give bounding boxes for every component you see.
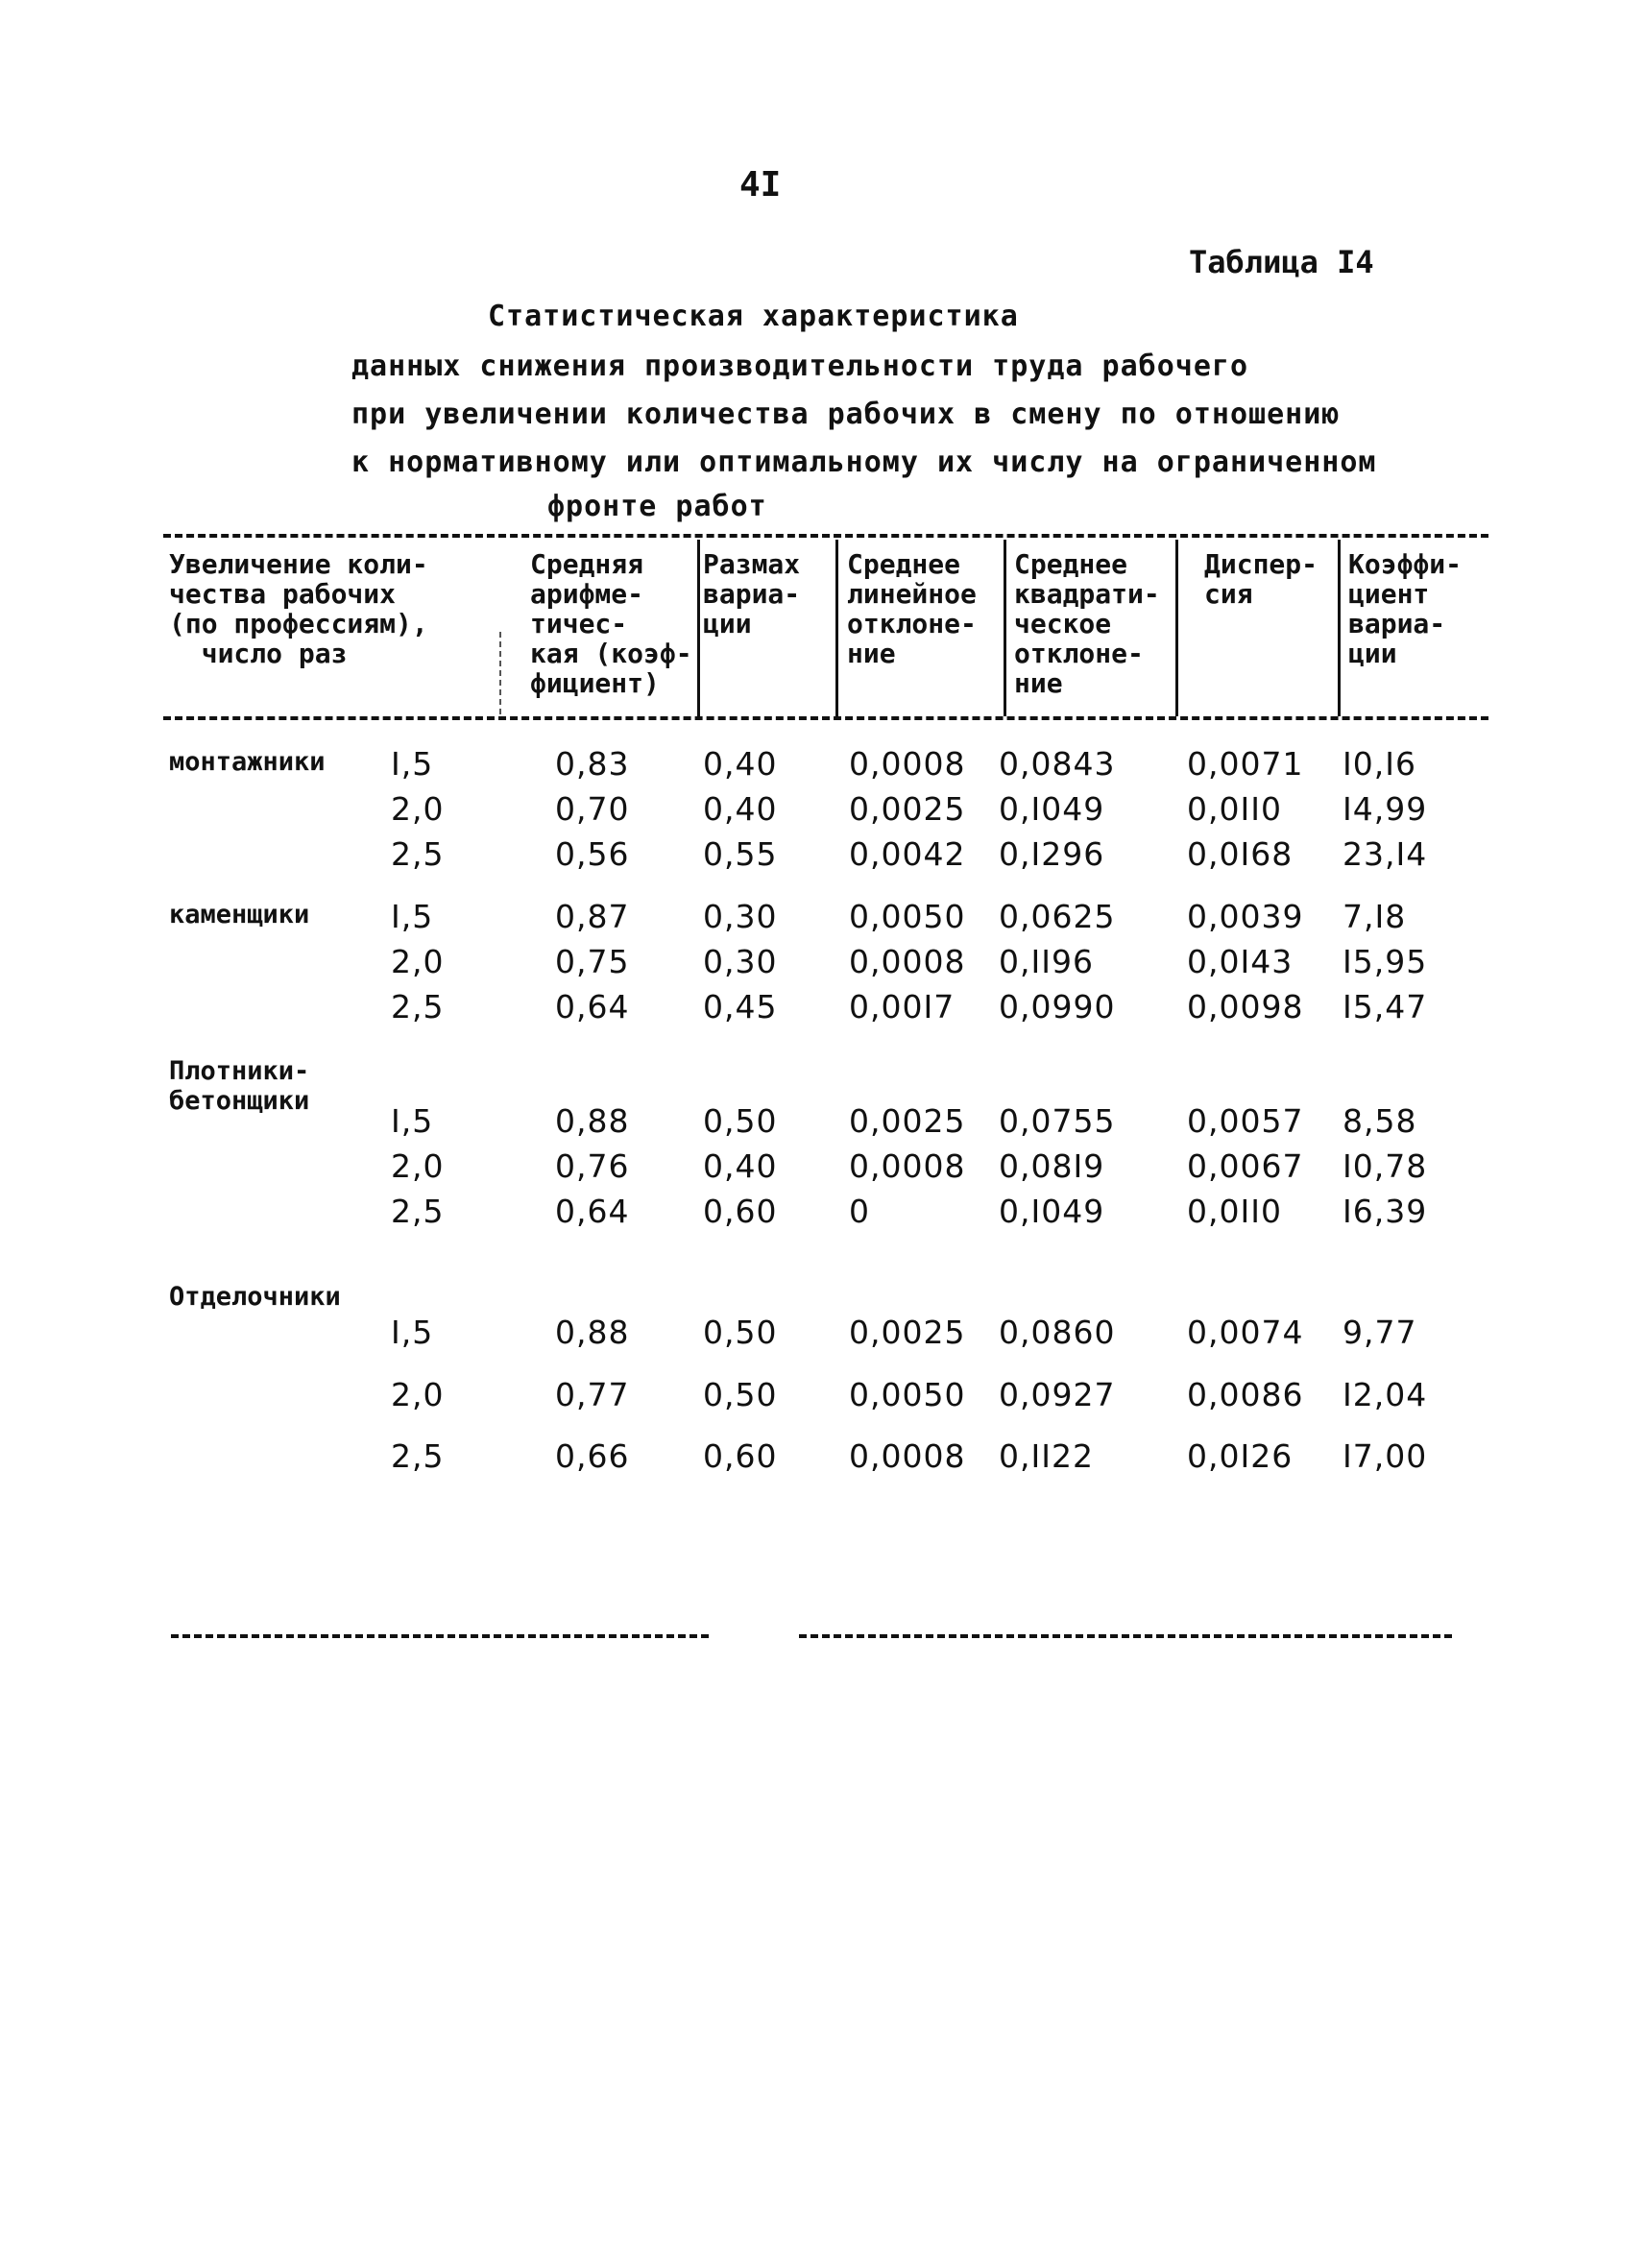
cell-range-of-variation: 0,60 xyxy=(703,1437,778,1475)
table-title-line-4: к нормативному или оптимальному их числу на ограниченном xyxy=(351,446,1377,479)
cell-workers-multiplier: 2,0 xyxy=(391,790,445,828)
cell-range-of-variation: 0,40 xyxy=(703,790,778,828)
cell-arithmetic-mean: 0,88 xyxy=(555,1102,630,1140)
cell-mean-linear-deviation: 0,0025 xyxy=(849,1314,966,1351)
profession-group-label: Плотники- бетонщики xyxy=(169,1056,310,1116)
column-header-mean-linear-deviation: Среднее линейное отклоне- ние xyxy=(847,548,977,669)
cell-workers-multiplier: I,5 xyxy=(391,898,434,935)
cell-arithmetic-mean: 0,64 xyxy=(555,988,630,1025)
cell-mean-linear-deviation: 0,0008 xyxy=(849,1437,966,1475)
cell-standard-deviation: 0,I049 xyxy=(999,790,1105,828)
column-divider xyxy=(499,632,501,714)
cell-workers-multiplier: I,5 xyxy=(391,1102,434,1140)
cell-range-of-variation: 0,50 xyxy=(703,1376,778,1413)
cell-workers-multiplier: 2,5 xyxy=(391,1437,445,1475)
cell-arithmetic-mean: 0,83 xyxy=(555,745,630,783)
cell-standard-deviation: 0,0927 xyxy=(999,1376,1116,1413)
column-divider xyxy=(1338,540,1341,716)
cell-range-of-variation: 0,30 xyxy=(703,898,778,935)
cell-coefficient-of-variation: I5,47 xyxy=(1343,988,1428,1025)
cell-variance: 0,0098 xyxy=(1187,988,1304,1025)
page-number: 4I xyxy=(739,165,782,205)
profession-group-label: монтажники xyxy=(169,747,326,777)
cell-arithmetic-mean: 0,70 xyxy=(555,790,630,828)
table-end-rule-left xyxy=(171,1634,709,1638)
cell-mean-linear-deviation: 0 xyxy=(849,1193,870,1230)
table-title-line-2: данных снижения производительности труда рабочего xyxy=(351,350,1249,383)
cell-standard-deviation: 0,0860 xyxy=(999,1314,1116,1351)
cell-coefficient-of-variation: 9,77 xyxy=(1343,1314,1417,1351)
cell-arithmetic-mean: 0,88 xyxy=(555,1314,630,1351)
table-label: Таблица I4 xyxy=(1189,244,1374,280)
cell-mean-linear-deviation: 0,0050 xyxy=(849,898,966,935)
column-header-variance: Диспер- сия xyxy=(1204,548,1318,610)
cell-standard-deviation: 0,08I9 xyxy=(999,1147,1105,1185)
cell-standard-deviation: 0,II22 xyxy=(999,1437,1094,1475)
cell-variance: 0,0II0 xyxy=(1187,1193,1282,1230)
cell-standard-deviation: 0,0990 xyxy=(999,988,1116,1025)
table-title-line-1: Статистическая характеристика xyxy=(488,300,1019,333)
cell-mean-linear-deviation: 0,0008 xyxy=(849,943,966,980)
cell-range-of-variation: 0,45 xyxy=(703,988,778,1025)
cell-variance: 0,0071 xyxy=(1187,745,1304,783)
cell-variance: 0,0039 xyxy=(1187,898,1304,935)
cell-variance: 0,0057 xyxy=(1187,1102,1304,1140)
column-divider xyxy=(697,540,700,716)
profession-group-label: каменщики xyxy=(169,900,310,929)
cell-standard-deviation: 0,II96 xyxy=(999,943,1094,980)
header-bottom-rule xyxy=(163,716,1488,720)
cell-arithmetic-mean: 0,77 xyxy=(555,1376,630,1413)
cell-range-of-variation: 0,55 xyxy=(703,835,778,873)
cell-standard-deviation: 0,0755 xyxy=(999,1102,1116,1140)
column-header-standard-deviation: Среднее квадрати- ческое отклоне- ние xyxy=(1014,548,1160,699)
cell-mean-linear-deviation: 0,0025 xyxy=(849,790,966,828)
cell-arithmetic-mean: 0,64 xyxy=(555,1193,630,1230)
cell-variance: 0,0086 xyxy=(1187,1376,1304,1413)
cell-variance: 0,0067 xyxy=(1187,1147,1304,1185)
cell-mean-linear-deviation: 0,0025 xyxy=(849,1102,966,1140)
cell-arithmetic-mean: 0,66 xyxy=(555,1437,630,1475)
cell-mean-linear-deviation: 0,0008 xyxy=(849,1147,966,1185)
cell-variance: 0,0074 xyxy=(1187,1314,1304,1351)
cell-mean-linear-deviation: 0,00I7 xyxy=(849,988,956,1025)
cell-variance: 0,0I26 xyxy=(1187,1437,1294,1475)
cell-workers-multiplier: 2,5 xyxy=(391,1193,445,1230)
column-header-coefficient-of-variation: Коэффи- циент вариа- ции xyxy=(1348,548,1463,669)
cell-arithmetic-mean: 0,56 xyxy=(555,835,630,873)
cell-arithmetic-mean: 0,76 xyxy=(555,1147,630,1185)
header-top-rule xyxy=(163,534,1488,538)
table-title-line-3: при увеличении количества рабочих в смену по отношению xyxy=(351,398,1341,431)
cell-coefficient-of-variation: I6,39 xyxy=(1343,1193,1428,1230)
column-divider xyxy=(835,540,838,716)
column-divider xyxy=(1175,540,1178,716)
cell-mean-linear-deviation: 0,0050 xyxy=(849,1376,966,1413)
cell-variance: 0,0II0 xyxy=(1187,790,1282,828)
cell-workers-multiplier: 2,0 xyxy=(391,943,445,980)
cell-range-of-variation: 0,50 xyxy=(703,1314,778,1351)
cell-coefficient-of-variation: I0,78 xyxy=(1343,1147,1428,1185)
cell-coefficient-of-variation: I0,I6 xyxy=(1343,745,1416,783)
cell-range-of-variation: 0,40 xyxy=(703,745,778,783)
cell-coefficient-of-variation: 7,I8 xyxy=(1343,898,1407,935)
table-end-rule-right xyxy=(799,1634,1452,1638)
cell-range-of-variation: 0,40 xyxy=(703,1147,778,1185)
column-header-workers-increase: Увеличение коли- чества рабочих (по профессиям), число раз xyxy=(169,548,428,669)
cell-coefficient-of-variation: I5,95 xyxy=(1343,943,1428,980)
cell-arithmetic-mean: 0,75 xyxy=(555,943,630,980)
cell-variance: 0,0I68 xyxy=(1187,835,1294,873)
column-header-arithmetic-mean: Средняя арифме- тичес- кая (коэф- фициент) xyxy=(530,548,692,699)
cell-coefficient-of-variation: I2,04 xyxy=(1343,1376,1428,1413)
column-divider xyxy=(1004,540,1006,716)
cell-mean-linear-deviation: 0,0042 xyxy=(849,835,966,873)
cell-coefficient-of-variation: 23,I4 xyxy=(1343,835,1428,873)
cell-standard-deviation: 0,I296 xyxy=(999,835,1105,873)
cell-coefficient-of-variation: I7,00 xyxy=(1343,1437,1428,1475)
cell-range-of-variation: 0,60 xyxy=(703,1193,778,1230)
cell-standard-deviation: 0,0625 xyxy=(999,898,1116,935)
cell-range-of-variation: 0,30 xyxy=(703,943,778,980)
column-header-range-of-variation: Размах вариа- ции xyxy=(703,548,801,639)
profession-group-label: Отделочники xyxy=(169,1282,341,1312)
cell-standard-deviation: 0,0843 xyxy=(999,745,1116,783)
cell-arithmetic-mean: 0,87 xyxy=(555,898,630,935)
cell-workers-multiplier: 2,5 xyxy=(391,988,445,1025)
cell-workers-multiplier: 2,0 xyxy=(391,1376,445,1413)
cell-workers-multiplier: I,5 xyxy=(391,745,434,783)
table-title-line-5: фронте работ xyxy=(547,490,767,523)
cell-coefficient-of-variation: I4,99 xyxy=(1343,790,1428,828)
cell-variance: 0,0I43 xyxy=(1187,943,1294,980)
cell-workers-multiplier: 2,5 xyxy=(391,835,445,873)
cell-mean-linear-deviation: 0,0008 xyxy=(849,745,966,783)
cell-workers-multiplier: I,5 xyxy=(391,1314,434,1351)
cell-workers-multiplier: 2,0 xyxy=(391,1147,445,1185)
cell-standard-deviation: 0,I049 xyxy=(999,1193,1105,1230)
cell-coefficient-of-variation: 8,58 xyxy=(1343,1102,1417,1140)
cell-range-of-variation: 0,50 xyxy=(703,1102,778,1140)
